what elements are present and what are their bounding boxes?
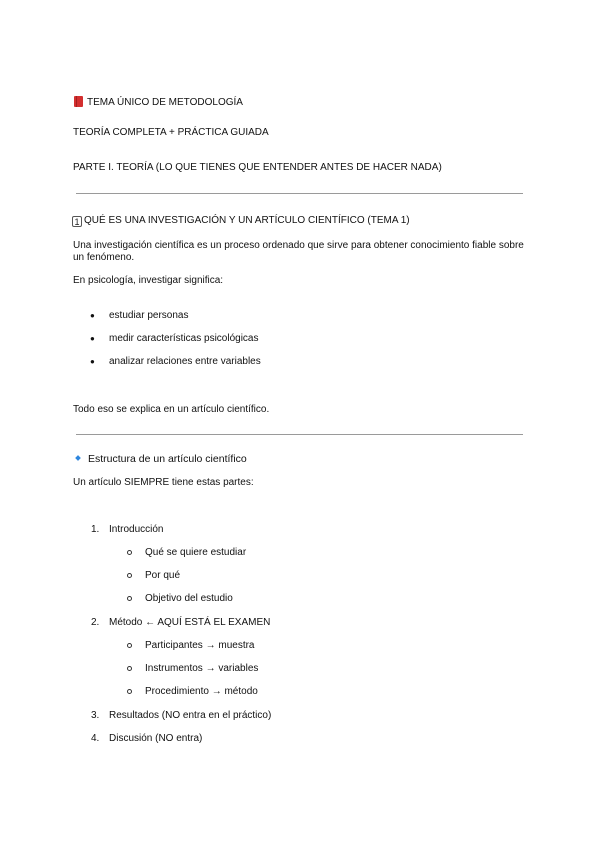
- sub-item-text: Qué se quiere estudiar: [145, 547, 247, 558]
- document-title: [74, 96, 243, 109]
- list-number: 4.: [91, 733, 100, 744]
- list-item: [90, 356, 95, 368]
- red-book-icon: [74, 96, 83, 107]
- list-item-text: Discusión (NO entra): [109, 733, 203, 744]
- section-lead: En psicología, investigar significa:: [73, 275, 224, 286]
- circle-bullet-icon: [127, 550, 132, 555]
- list-number: 3.: [91, 710, 100, 721]
- bullet-icon: ●: [90, 311, 95, 320]
- bullet-icon: ●: [90, 334, 95, 343]
- circle-bullet-icon: [127, 666, 132, 671]
- section-paragraph: Una investigación científica es un proceso ordenado que sirve para obtener conocimiento fiable sobre un fenómeno.: [73, 240, 524, 263]
- list-item-text: Introducción: [109, 524, 164, 535]
- sub-item-text: Por qué: [145, 570, 181, 581]
- circle-bullet-icon: [127, 643, 132, 648]
- bullet-icon: ●: [90, 357, 95, 366]
- circle-bullet-icon: [127, 596, 132, 601]
- list-item: [90, 333, 95, 345]
- document-title-text: TEMA ÚNICO DE METODOLOGÍA: [87, 97, 243, 108]
- section-heading: [72, 215, 410, 227]
- section-closing: Todo eso se explica en un artículo científico.: [73, 404, 270, 415]
- document-subtitle: TEORÍA COMPLETA + PRÁCTICA GUIADA: [73, 127, 269, 138]
- list-item-text: Método ← AQUÍ ESTÁ EL EXAMEN: [109, 617, 271, 628]
- keycap-1-icon: 1: [72, 216, 82, 227]
- list-item-text: estudiar personas: [109, 310, 189, 321]
- subsection-heading-text: Estructura de un artículo científico: [88, 453, 247, 465]
- list-number: 2.: [91, 617, 100, 628]
- list-item-text: medir características psicológicas: [109, 333, 259, 344]
- list-item: [90, 310, 95, 322]
- circle-bullet-icon: [127, 573, 132, 578]
- horizontal-rule: [76, 193, 523, 194]
- blue-diamond-icon: [75, 455, 81, 461]
- circle-bullet-icon: [127, 689, 132, 694]
- part-heading: PARTE I. TEORÍA (LO QUE TIENES QUE ENTENDER ANTES DE HACER NADA): [73, 162, 442, 173]
- list-item-text: Resultados (NO entra en el práctico): [109, 710, 272, 721]
- sub-item-text: Participantes → muestra: [145, 640, 255, 651]
- horizontal-rule: [76, 434, 523, 435]
- sub-item-text: Procedimiento → método: [145, 686, 258, 697]
- subsection-heading: [76, 453, 247, 465]
- section-heading-text: QUÉ ES UNA INVESTIGACIÓN Y UN ARTÍCULO CIENTÍFICO (TEMA 1): [84, 215, 410, 226]
- sub-item-text: Objetivo del estudio: [145, 593, 233, 604]
- list-number: 1.: [91, 524, 100, 535]
- subsection-lead: Un artículo SIEMPRE tiene estas partes:: [73, 477, 254, 488]
- sub-item-text: Instrumentos → variables: [145, 663, 259, 674]
- list-item-text: analizar relaciones entre variables: [109, 356, 261, 367]
